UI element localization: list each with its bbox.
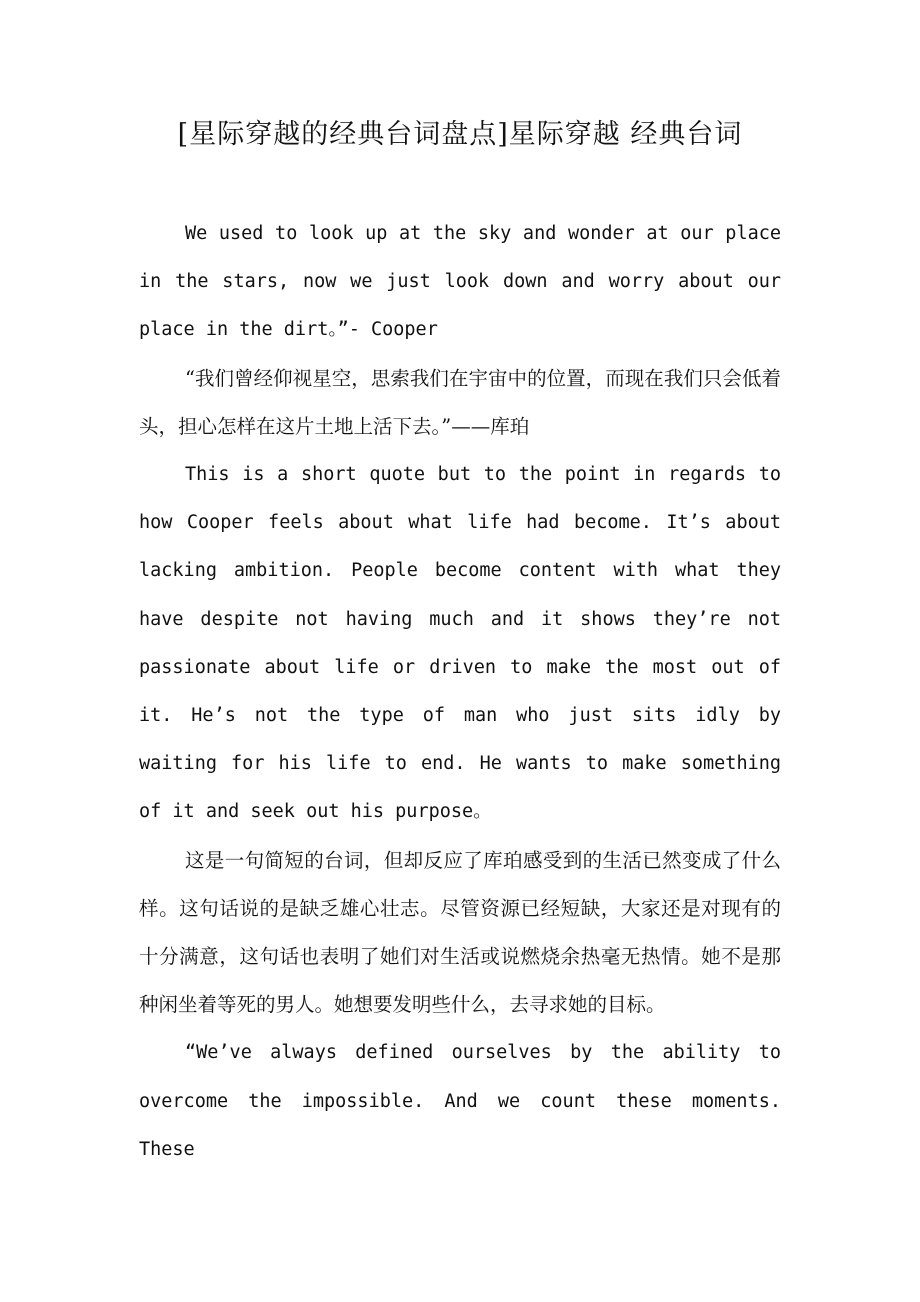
paragraph-second-quote-en: “We’ve always defined ourselves by the ability to overcome the impossible. And we count these moments. These [139, 1042, 781, 1160]
paragraph-analysis-cn: 这是一句简短的台词，但却反应了库珀感受到的生活已然变成了什么样。这句话说的是缺乏雄心壮志。尽管资源已经短缺，大家还是对现有的十分满意，这句话也表明了她们对生活或说燃烧余热毫无热情。她不是那种闲坐着等死的男人。她想要发明些什么，去寻求她的目标。 [139, 848, 781, 1017]
paragraph-cooper-quote-cn: “我们曾经仰视星空，思索我们在宇宙中的位置，而现在我们只会低着头，担心怎样在这片土地上活下去。”——库珀 [139, 366, 781, 438]
paragraph-analysis-en: This is a short quote but to the point in regards to how Cooper feels about what life had become. It’s about lacking ambition. People become content with what they have despite not having much and it shows they’re not passionate about life or driven to make the most out of it. He’s not the type of man who just sits idly by waiting for his life to end. He wants to make something of it and seek out his purpose。 [139, 464, 781, 823]
document-title: [星际穿越的经典台词盘点]星际穿越 经典台词 [177, 119, 743, 150]
paragraph-cooper-quote-en: We used to look up at the sky and wonder at our place in the stars, now we just look down and worry about our place in the dirt。”- Cooper [139, 223, 781, 341]
document-body [139, 210, 781, 1174]
